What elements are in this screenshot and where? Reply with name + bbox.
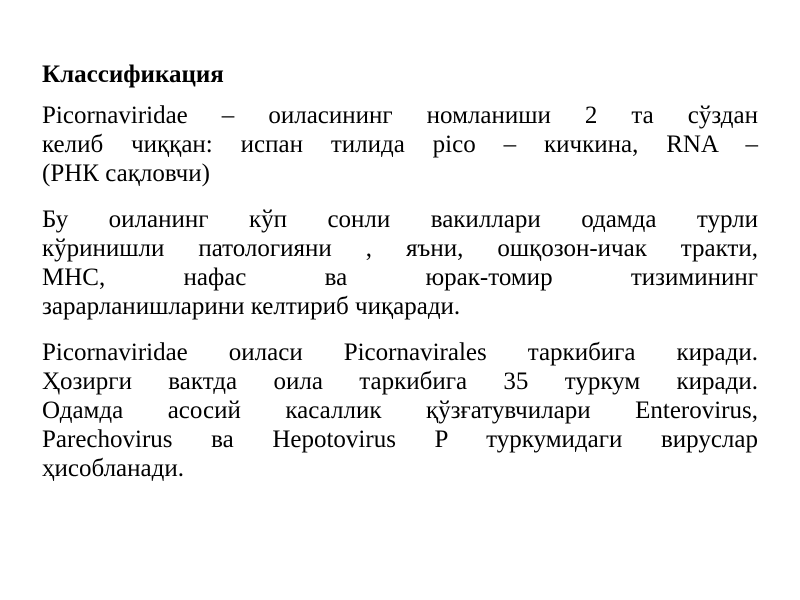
text-line: Parechovirus ва Hepotovirus P туркумидаги вируслар bbox=[42, 426, 758, 453]
paragraph-picornaviridae-etymology bbox=[42, 101, 758, 188]
text-line: Picornaviridae – оиласининг номланиши 2 та сўздан bbox=[42, 102, 758, 129]
text-line: Одамда асосий касаллик қўзғатувчилари Enterovirus, bbox=[42, 397, 758, 424]
text-line: зарарланишларини келтириб чиқаради. bbox=[42, 293, 461, 320]
text-line: (РНК сақловчи) bbox=[42, 160, 210, 187]
slide-title: Классификация bbox=[42, 61, 224, 88]
text-line: келиб чиққан: испан тилида pico – кичкина, RNA – bbox=[42, 131, 758, 158]
text-line: ҳисобланади. bbox=[42, 455, 184, 482]
text-line: Бу оиланинг кўп сонли вакиллари одамда турли bbox=[42, 206, 758, 233]
paragraph-taxonomy bbox=[42, 338, 758, 483]
paragraph-pathology bbox=[42, 205, 758, 321]
text-line: кўринишли патологияни , яъни, ошқозон-ичак тракти, bbox=[42, 235, 758, 262]
text-line: Picornaviridae оиласи Picornavirales таркибига киради. bbox=[42, 339, 758, 366]
text-line: Ҳозирги вактда оила таркибига 35 туркум киради. bbox=[42, 368, 758, 395]
text-line: МНС, нафас ва юрак-томир тизимининг bbox=[42, 264, 758, 291]
